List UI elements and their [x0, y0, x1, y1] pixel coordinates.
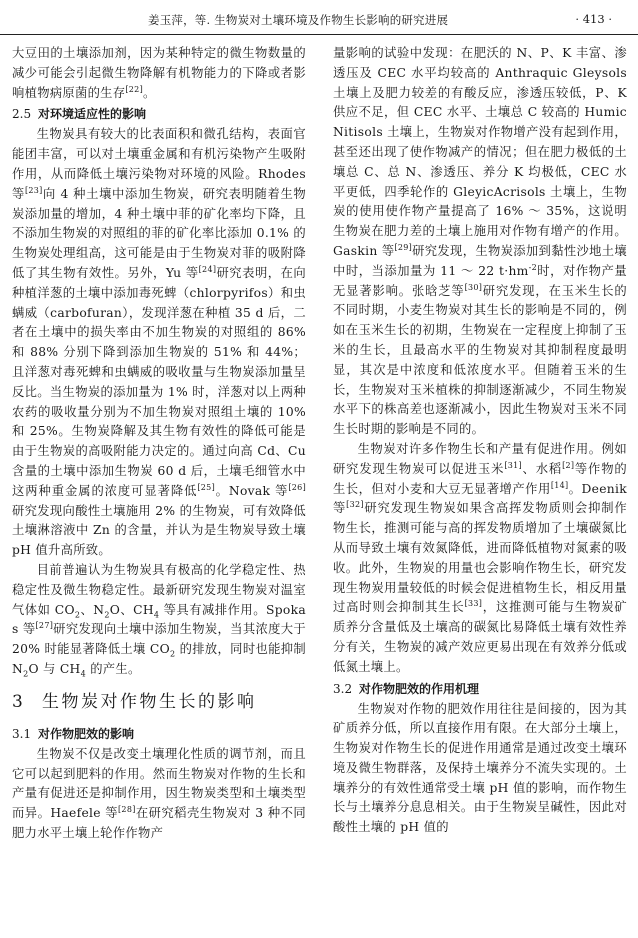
citation: [27] — [35, 621, 54, 631]
paragraph: 生物炭具有较大的比表面积和微孔结构，表面官能团丰富，可以对土壤重金属和有机污染物产生吸附作用，从而降低土壤污染物对环境的风险。Rhodes 等[23]向 4 种土壤中添加生物炭，研究表明随着生物炭添加量的增加，4 种土壤中菲的矿化率均下降，且不添加生物炭的对照组的菲的矿化率比添加 0.1% 的生物炭处理组高，这可能是由于生物炭对菲的吸附降低了其生物有效性。另外，Yu 等[24]研究表明，在向种植洋葱的土壤中添加毒死蜱（chlorpyrifos）和虫螨威（carbofuran），发现洋葱在种植 35 d 后，二者在土壤中的损失率由不加生物炭的对照组的 86% 和 88% 分别下降到添加生物炭的 51% 和 44%；且洋葱对毒死蜱和虫螨威的吸收量与生物炭添加量呈反比。当生物炭的添加量为 1% 时，洋葱对以上两种农药的吸收量分别为不加生物炭对照组土壤的 10% 和 25%。生物炭降解及其生物有效性的降低可能是由于生物炭的高吸附能力决定的。通过向高 Cd、Cu 含量的土壤中添加生物炭 60 d 后，土壤毛细管水中这两种重金属的浓度可显著降低[25]。Novak 等[26]研究发现向酸性土壤施用 2% 的生物炭，可有效降低土壤淋溶液中 Zn 的含量，并认为是生物炭导致土壤 pH 值升高所致。 — [12, 127, 306, 558]
citation: [24] — [198, 264, 217, 274]
citation: [32] — [346, 500, 364, 510]
running-header — [0, 0, 638, 35]
left-column — [12, 44, 306, 844]
citation: [29] — [394, 242, 413, 252]
citation: [23] — [24, 185, 43, 195]
section-heading-3-2: 3.2 对作物肥效的作用机理 — [333, 681, 480, 696]
right-column — [333, 44, 627, 838]
section-heading-3: 3 生物炭对作物生长的影响 — [12, 691, 257, 712]
citation: [26] — [288, 482, 306, 492]
citation: [2] — [562, 460, 575, 470]
running-title: 姜玉萍，等. 生物炭对土壤环境及作物生长影响的研究进展 — [148, 13, 449, 27]
page-number: · 413 · — [575, 12, 612, 26]
paragraph: 生物炭不仅是改变土壤理化性质的调节剂，而且它可以起到肥料的作用。然而生物炭对作物的生长和产量有促进还是抑制作用，因生物炭类型和土壤类型而异。Haefele 等[28]在研究稻壳生物炭对 3 种不同肥力水平土壤上轮作作物产 — [12, 746, 306, 840]
citation: [22] — [125, 84, 143, 94]
section-heading-3-1: 3.1 对作物肥效的影响 — [12, 726, 135, 741]
paragraph: 目前普遍认为生物炭具有极高的化学稳定性、热稳定性及微生物稳定性。最新研究发现生物炭对温室气体如 $CO_2$、$N_2O$、$CH_4$ 等具有减排作用。Spokas 等[27]研究发现向土壤中添加生物炭，当其浓度大于 20% 时能显著降低土壤 $CO_2$ 的排放，同时也能抑制 $N_2O$ 与 $CH_4$ 的产生。 — [12, 562, 306, 679]
citation: [14] — [550, 480, 569, 490]
paragraph: 量影响的试验中发现：在肥沃的 N、P、K 丰富、渗透压及 CEC 水平均较高的 Anthraquic Gleysols 土壤上及肥力较差的有酸反应，渗透压较低，P、K 供应不足，但 CEC 水平、土壤总 C 较高的 Humic Nitisols 土壤上，生物炭对作物增产没有起到作用，甚至还出现了使作物减产的情况；但在肥力极低的土壤总 C、总 N、渗透压、养分 K 均极低，CEC 水平更低，四季轮作的 GleyicAcrisols 土壤上，生物炭的使用使作物产量提高了 16% ～ 35%，这说明生物炭在肥力差的土壤上施用对作物有增产的作用。Gaskin 等[29]研究发现，生物炭添加到黏性沙地土壤中时，当添加量为 11 ～ 22 $t\cdot hm^{-2}$时，对作物产量无显著影响。张晗芝等[30]研究发现，在玉米生长的不同时期，小麦生物炭对其生长的影响是不同的，例如在玉米生长的初期，生物炭在一定程度上抑制了玉米的生长，且最高水平的生物炭对其抑制程度最明显，其次是中浓度和低浓度水平。但随着玉米的生长，生物炭对玉米植株的抑制逐渐减少，不同生物炭水平下的株高差也逐渐减小，因此生物炭对玉米不同生长时期的影响是不同的。 — [333, 46, 627, 437]
citation: [28] — [118, 805, 136, 814]
paragraph: 生物炭对许多作物生长和产量有促进作用。例如研究发现生物炭可以促进玉米[31]、水稻[2]等作物的生长，但对小麦和大豆无显著增产作用[14]。Deenik 等[32]研究发现生物炭如果含高挥发物质则会抑制作物生长，推测可能与高的挥发物质增加了土壤碳氮比从而导致土壤有效氮降低，进而降低植物对氮素的吸收。此外，生物炭的用量也会影响作物生长，研究发现生物炭用量较低的时候会促进植物生长，相反用量过高时则会抑制其生长[33]，这推测可能与生物炭矿质养分含量低及土壤高的碳氮比易降低土壤有效性养分有关，生物炭的减产效应更易出现在有效养分低或低氮土壤上。 — [333, 441, 628, 674]
paragraph: 大豆田的土壤添加剂，因为某种特定的微生物数量的减少可能会引起微生物降解有机物能力的下降或者影响植物病原菌的生存[22]。 — [12, 46, 306, 100]
citation: [33] — [464, 599, 483, 609]
citation: [25] — [197, 482, 215, 492]
section-heading-2-5: 2.5 对环境适应性的影响 — [12, 107, 147, 122]
paragraph: 生物炭对作物的肥效作用往往是间接的，因为其矿质养分低，所以直接作用有限。在大部分土壤上，生物炭对作物生长的促进作用通常是通过改变土壤环境及微生物群落，及保持土壤养分不流失实现的。土壤养分的有效性通常受土壤 pH 值的影响，而作物生长与土壤养分息息相关。由于生物炭呈碱性，因此对酸性土壤的 pH 值的 — [333, 701, 627, 835]
citation: [30] — [464, 282, 483, 292]
citation: [31] — [504, 460, 522, 470]
